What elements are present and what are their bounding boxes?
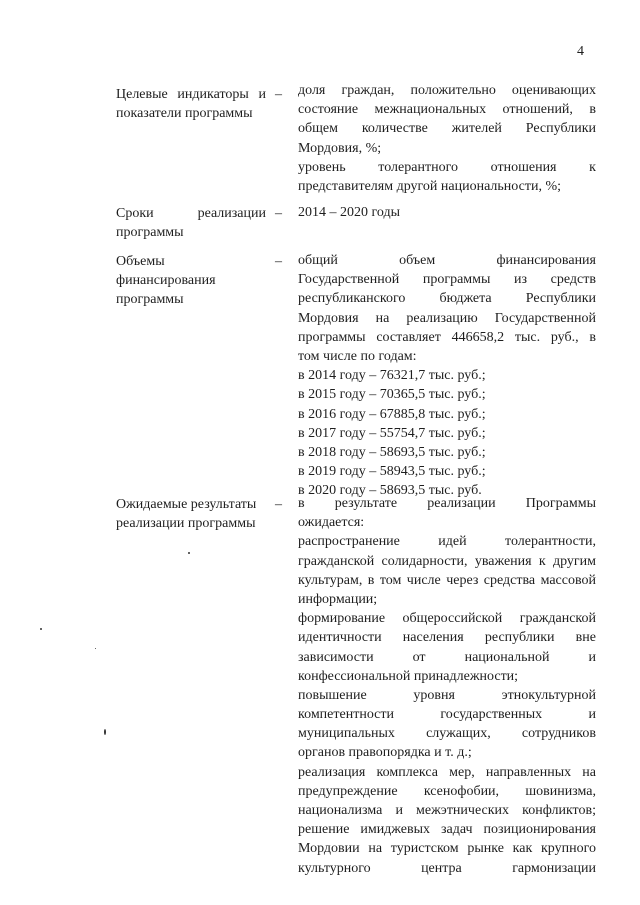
scan-speck bbox=[188, 552, 190, 554]
scan-speck bbox=[40, 628, 42, 630]
value-line: Мордовия на реализацию Государственной bbox=[298, 310, 596, 326]
value-line: информации; bbox=[298, 591, 378, 607]
value-line: в 2014 году – 76321,7 тыс. руб.; bbox=[298, 368, 486, 384]
value-line: в 2018 году – 58693,5 тыс. руб.; bbox=[298, 444, 486, 460]
label-line: показатели программы bbox=[116, 106, 253, 121]
section-value bbox=[298, 251, 596, 500]
value-line: в 2017 году – 55754,7 тыс. руб.; bbox=[298, 425, 486, 441]
value-line: общем количестве жителей Республики bbox=[298, 121, 596, 137]
label-line: программы bbox=[116, 292, 184, 307]
value-line: культурного центра гармонизации bbox=[298, 860, 596, 876]
value-line: повышение уровня этнокультурной bbox=[298, 687, 596, 703]
value-line: реализация комплекса мер, направленных на bbox=[298, 764, 596, 780]
label-line: реализации программы bbox=[116, 516, 256, 531]
section-dash: – bbox=[275, 497, 282, 512]
value-line: конфессиональной принадлежности; bbox=[298, 668, 519, 684]
value-line: 2014 – 2020 годы bbox=[298, 205, 401, 220]
value-line: уровень толерантного отношения к bbox=[298, 159, 596, 175]
value-line: гражданской солидарности, уважения к другим bbox=[298, 553, 596, 569]
section-label bbox=[116, 204, 266, 242]
label-line: финансирования bbox=[116, 273, 216, 288]
scan-speck bbox=[104, 729, 106, 735]
value-line: республиканского бюджета Республики bbox=[298, 291, 596, 307]
scan-speck bbox=[95, 648, 96, 649]
value-line: в результате реализации Программы bbox=[298, 496, 596, 511]
value-line: в 2016 году – 67885,8 тыс. руб.; bbox=[298, 406, 486, 422]
value-line: предупреждение ксенофобии, шовинизма, bbox=[298, 783, 596, 799]
section-dash: – bbox=[275, 87, 282, 102]
value-line: распространение идей толерантности, bbox=[298, 534, 596, 550]
value-line: в 2015 году – 70365,5 тыс. руб.; bbox=[298, 387, 486, 403]
section-dash: – bbox=[275, 254, 282, 269]
value-line: культурам, в том числе через средства массовой bbox=[298, 572, 596, 588]
page-number: 4 bbox=[577, 44, 584, 59]
section-label bbox=[116, 85, 266, 123]
value-line: представителям другой национальности, %; bbox=[298, 178, 562, 194]
value-line: в 2019 году – 58943,5 тыс. руб.; bbox=[298, 464, 486, 480]
section-dash: – bbox=[275, 206, 282, 221]
value-line: решение имиджевых задач позиционирования bbox=[298, 822, 596, 838]
value-line: в 2020 году – 58693,5 тыс. руб. bbox=[298, 483, 482, 499]
value-line: Государственной программы из средств bbox=[298, 272, 596, 288]
value-line: общий объем финансирования bbox=[298, 253, 596, 268]
value-line: ожидается: bbox=[298, 515, 365, 531]
value-line: муниципальных служащих, сотрудников bbox=[298, 726, 596, 742]
section-label bbox=[116, 252, 266, 309]
label-line: Объемы bbox=[116, 254, 165, 269]
value-line: Мордовия, %; bbox=[298, 140, 382, 156]
section-value bbox=[298, 203, 596, 222]
label-line: программы bbox=[116, 225, 184, 240]
value-line: Мордовии на туристском рынке как крупного bbox=[298, 841, 596, 857]
value-line: идентичности населения республики вне bbox=[298, 630, 596, 646]
label-line: Сроки реализации bbox=[116, 206, 266, 221]
label-line: Ожидаемые результаты bbox=[116, 497, 257, 512]
label-line: Целевые индикаторы и bbox=[116, 87, 266, 102]
value-line: зависимости от национальной и bbox=[298, 649, 596, 665]
section-value bbox=[298, 494, 596, 878]
value-line: компетентности государственных и bbox=[298, 707, 596, 723]
value-line: программы составляет 446658,2 тыс. руб., в bbox=[298, 329, 596, 345]
value-line: формирование общероссийской гражданской bbox=[298, 611, 596, 627]
section-label bbox=[116, 495, 266, 533]
section-value bbox=[298, 81, 596, 196]
value-line: органов правопорядка и т. д.; bbox=[298, 745, 472, 761]
value-line: состояние межнациональных отношений, в bbox=[298, 102, 596, 118]
value-line: национализма и межэтнических конфликтов; bbox=[298, 803, 596, 818]
value-line: том числе по годам: bbox=[298, 348, 417, 364]
value-line: доля граждан, положительно оценивающих bbox=[298, 83, 596, 98]
